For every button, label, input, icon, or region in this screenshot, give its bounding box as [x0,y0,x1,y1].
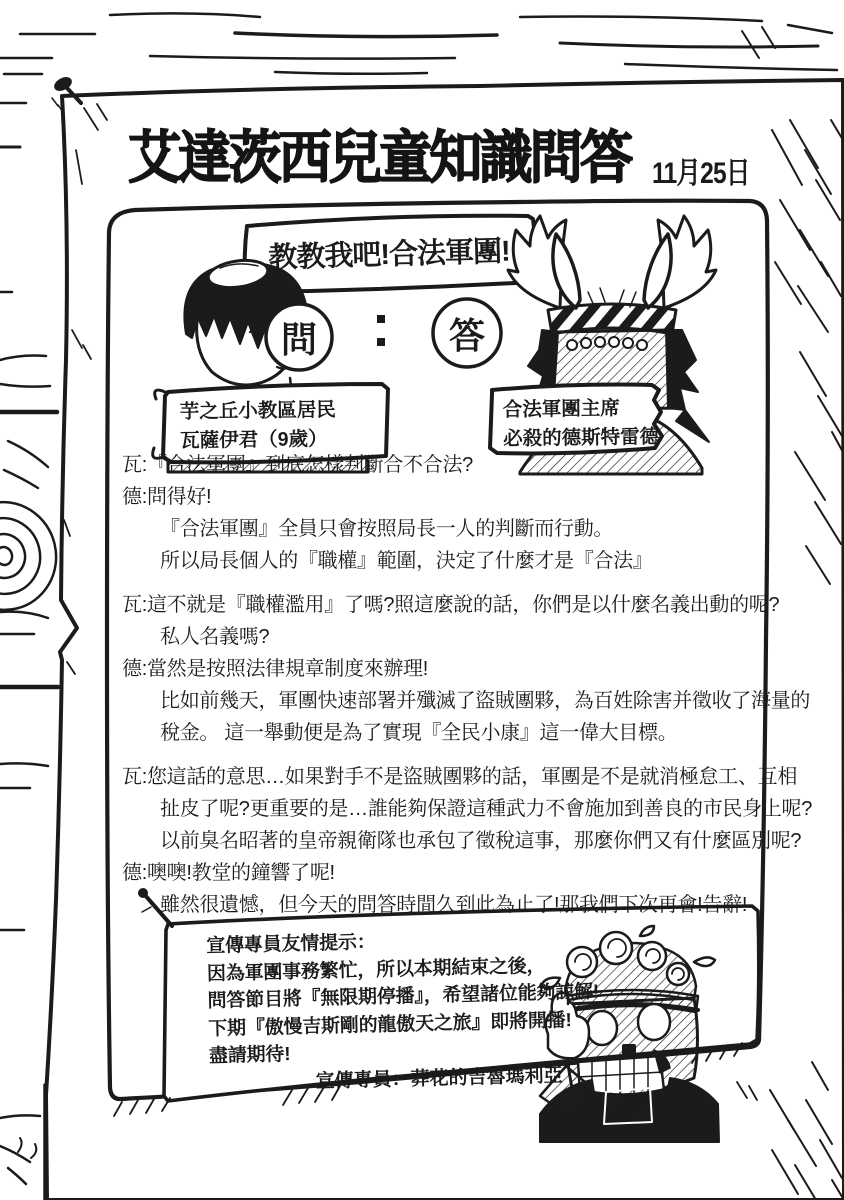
answer-badge: 答 [448,314,485,356]
notice-line: 因為軍團事務繁忙，所以本期結束之後， [206,955,546,985]
dialogue-line: 『合法軍團』全員只會按照局長一人的判斷而行動。 [160,518,614,540]
banner-title: 教教我吧!合法軍團! [267,235,511,274]
dialogue-line: 德:當然是按照法律規章制度來辦理! [122,658,429,680]
asker-affiliation: 芋之丘小教區居民 [179,398,336,424]
dialogue-line: 德:噢噢!教堂的鐘響了呢! [122,862,335,884]
dialogue-line: 瓦:『合法軍團』到底怎樣判斷合不合法? [122,454,473,476]
notice-line: 下期『傲慢吉斯剛的龍傲天之旅』即將開播! [208,1009,572,1040]
dialogue-block [122,449,813,921]
notice-block [206,920,755,1098]
dialogue-line: 以前臭名昭著的皇帝親衛隊也承包了徵稅這事，那麼你們又有什麼區別呢? [160,830,802,852]
dialogue-line: 所以局長個人的『職權』範圍，決定了什麼才是『合法』 [160,550,653,572]
notice-line: 問答節目將『無限期停播』，希望諸位能夠諒解! [207,981,600,1012]
notice-line: 盡請期待! [208,1043,291,1067]
dialogue-line: 稅金。 這一舉動便是為了實現『全民小康』這一偉大目標。 [160,722,678,744]
asker-nameplate-text [180,396,337,456]
dialogue-line: 比如前幾天，軍團快速部署并殲滅了盜賊團夥，為百姓除害并徵收了海量的 [160,690,811,712]
page-title: 艾達茨西兒童知識問答 [128,126,631,190]
notice-signature: 宣傳專員：葬花的吉魯瑪利亞 [315,1064,563,1092]
wood-knot-icon [0,491,68,621]
answerer-nameplate-text [503,394,660,454]
dialogue-line: 扯皮了呢?更重要的是…誰能夠保證這種武力不會施加到善良的市民身上呢? [160,798,813,820]
dialogue-line: 雖然很遺憾，但今天的問答時間久到此為止了!那我們下次再會!告辭! [160,894,748,916]
page-date: 11月25日 [652,157,750,190]
dialogue-line: 瓦:這不就是『職權濫用』了嗎?照這麼說的話，你們是以什麼名義出動的呢? [122,594,780,616]
dialogue-line: 私人名義嗎? [160,626,270,648]
question-badge: 問 [280,318,317,360]
notice-line: 宣傳專員友情提示： [206,931,376,957]
dialogue-line: 德:問得好! [122,486,212,508]
dialogue-line: 瓦:您這話的意思…如果對手不是盜賊團夥的話，軍團是不是就消極怠工、互相 [122,766,798,788]
answerer-affiliation: 合法軍團主席 [502,397,620,422]
asker-name: 瓦薩伊君（9歲） [180,428,328,453]
answerer-name: 必殺的德斯特雷德 [503,425,660,451]
